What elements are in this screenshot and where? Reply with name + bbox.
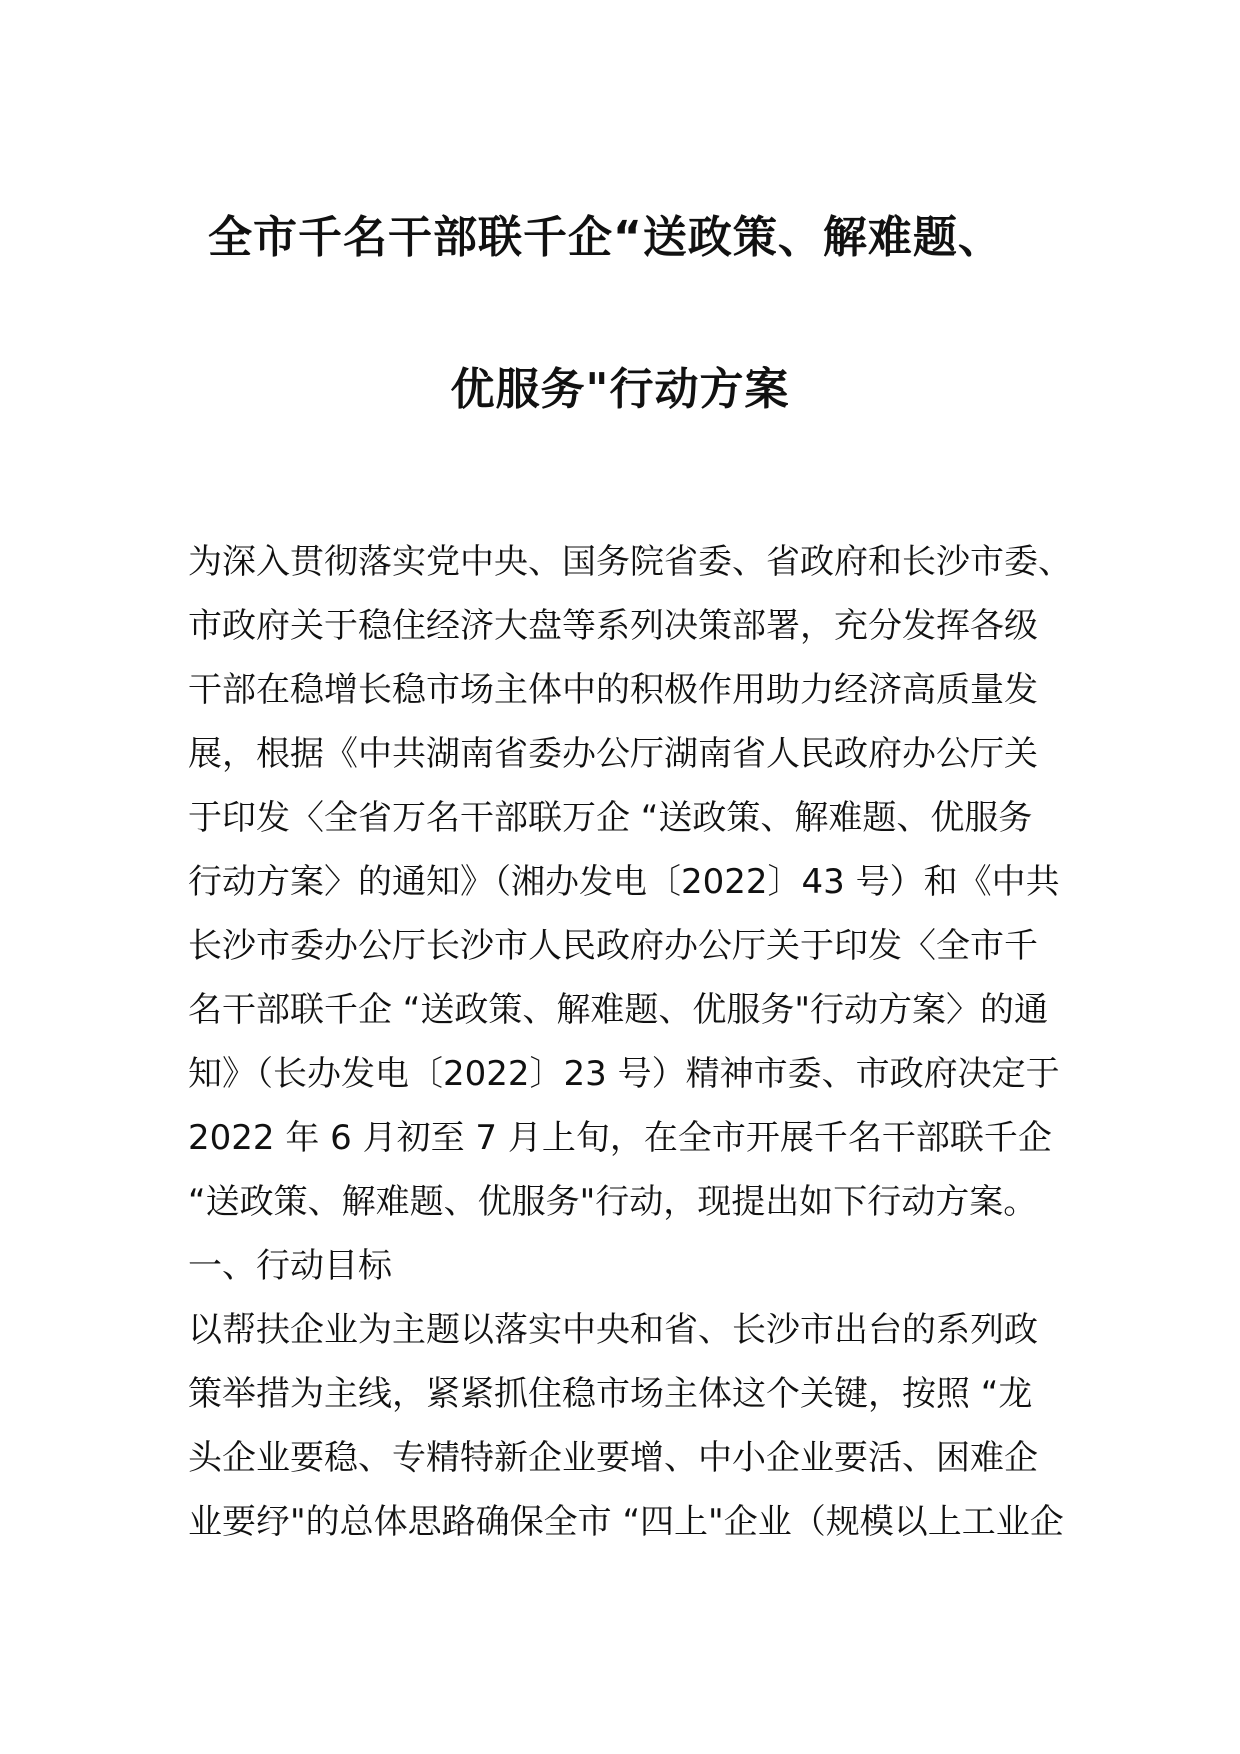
paragraph-1-line: 长沙市委办公厅长沙市人民政府办公厅关于印发〈全市千 [188,926,1038,966]
document-title-line-1: 全市千名干部联千企“送政策、解难题、 [208,212,1003,263]
paragraph-1-line: 展，根据《中共湖南省委办公厅湖南省人民政府办公厅关 [188,734,1038,774]
paragraph-2-line: 策举措为主线，紧紧抓住稳市场主体这个关键，按照 “龙 [188,1374,1033,1414]
paragraph-1-line: 行动方案〉的通知》（湘办发电〔2022〕43 号）和《中共 [188,862,1060,902]
paragraph-1-line: 2022 年 6 月初至 7 月上旬，在全市开展千名干部联千企 [188,1118,1052,1158]
section-1-heading: 一、行动目标 [188,1246,392,1286]
paragraph-1-line: 名干部联千企 “送政策、解难题、优服务"行动方案〉的通 [188,990,1049,1030]
paragraph-1-line: 干部在稳增长稳市场主体中的积极作用助力经济高质量发 [188,670,1038,710]
document-title-line-2: 优服务"行动方案 [450,364,790,415]
paragraph-1-line: 为深入贯彻落实党中央、国务院省委、省政府和长沙市委、 [188,542,1072,582]
paragraph-1-line: 知》（长办发电〔2022〕23 号）精神市委、市政府决定于 [188,1054,1060,1094]
paragraph-1-line: 于印发〈全省万名干部联万企 “送政策、解难题、优服务 [188,798,1033,838]
document-body [188,530,1072,1554]
paragraph-2-line: 头企业要稳、专精特新企业要增、中小企业要活、困难企 [188,1438,1038,1478]
paragraph-2-line: 业要纾"的总体思路确保全市 “四上"企业（规模以上工业企 [188,1502,1064,1542]
paragraph-1-line: “送政策、解难题、优服务"行动，现提出如下行动方案。 [188,1182,1038,1222]
paragraph-1-line: 市政府关于稳住经济大盘等系列决策部署，充分发挥各级 [188,606,1038,646]
paragraph-2-line: 以帮扶企业为主题以落实中央和省、长沙市出台的系列政 [188,1310,1038,1350]
